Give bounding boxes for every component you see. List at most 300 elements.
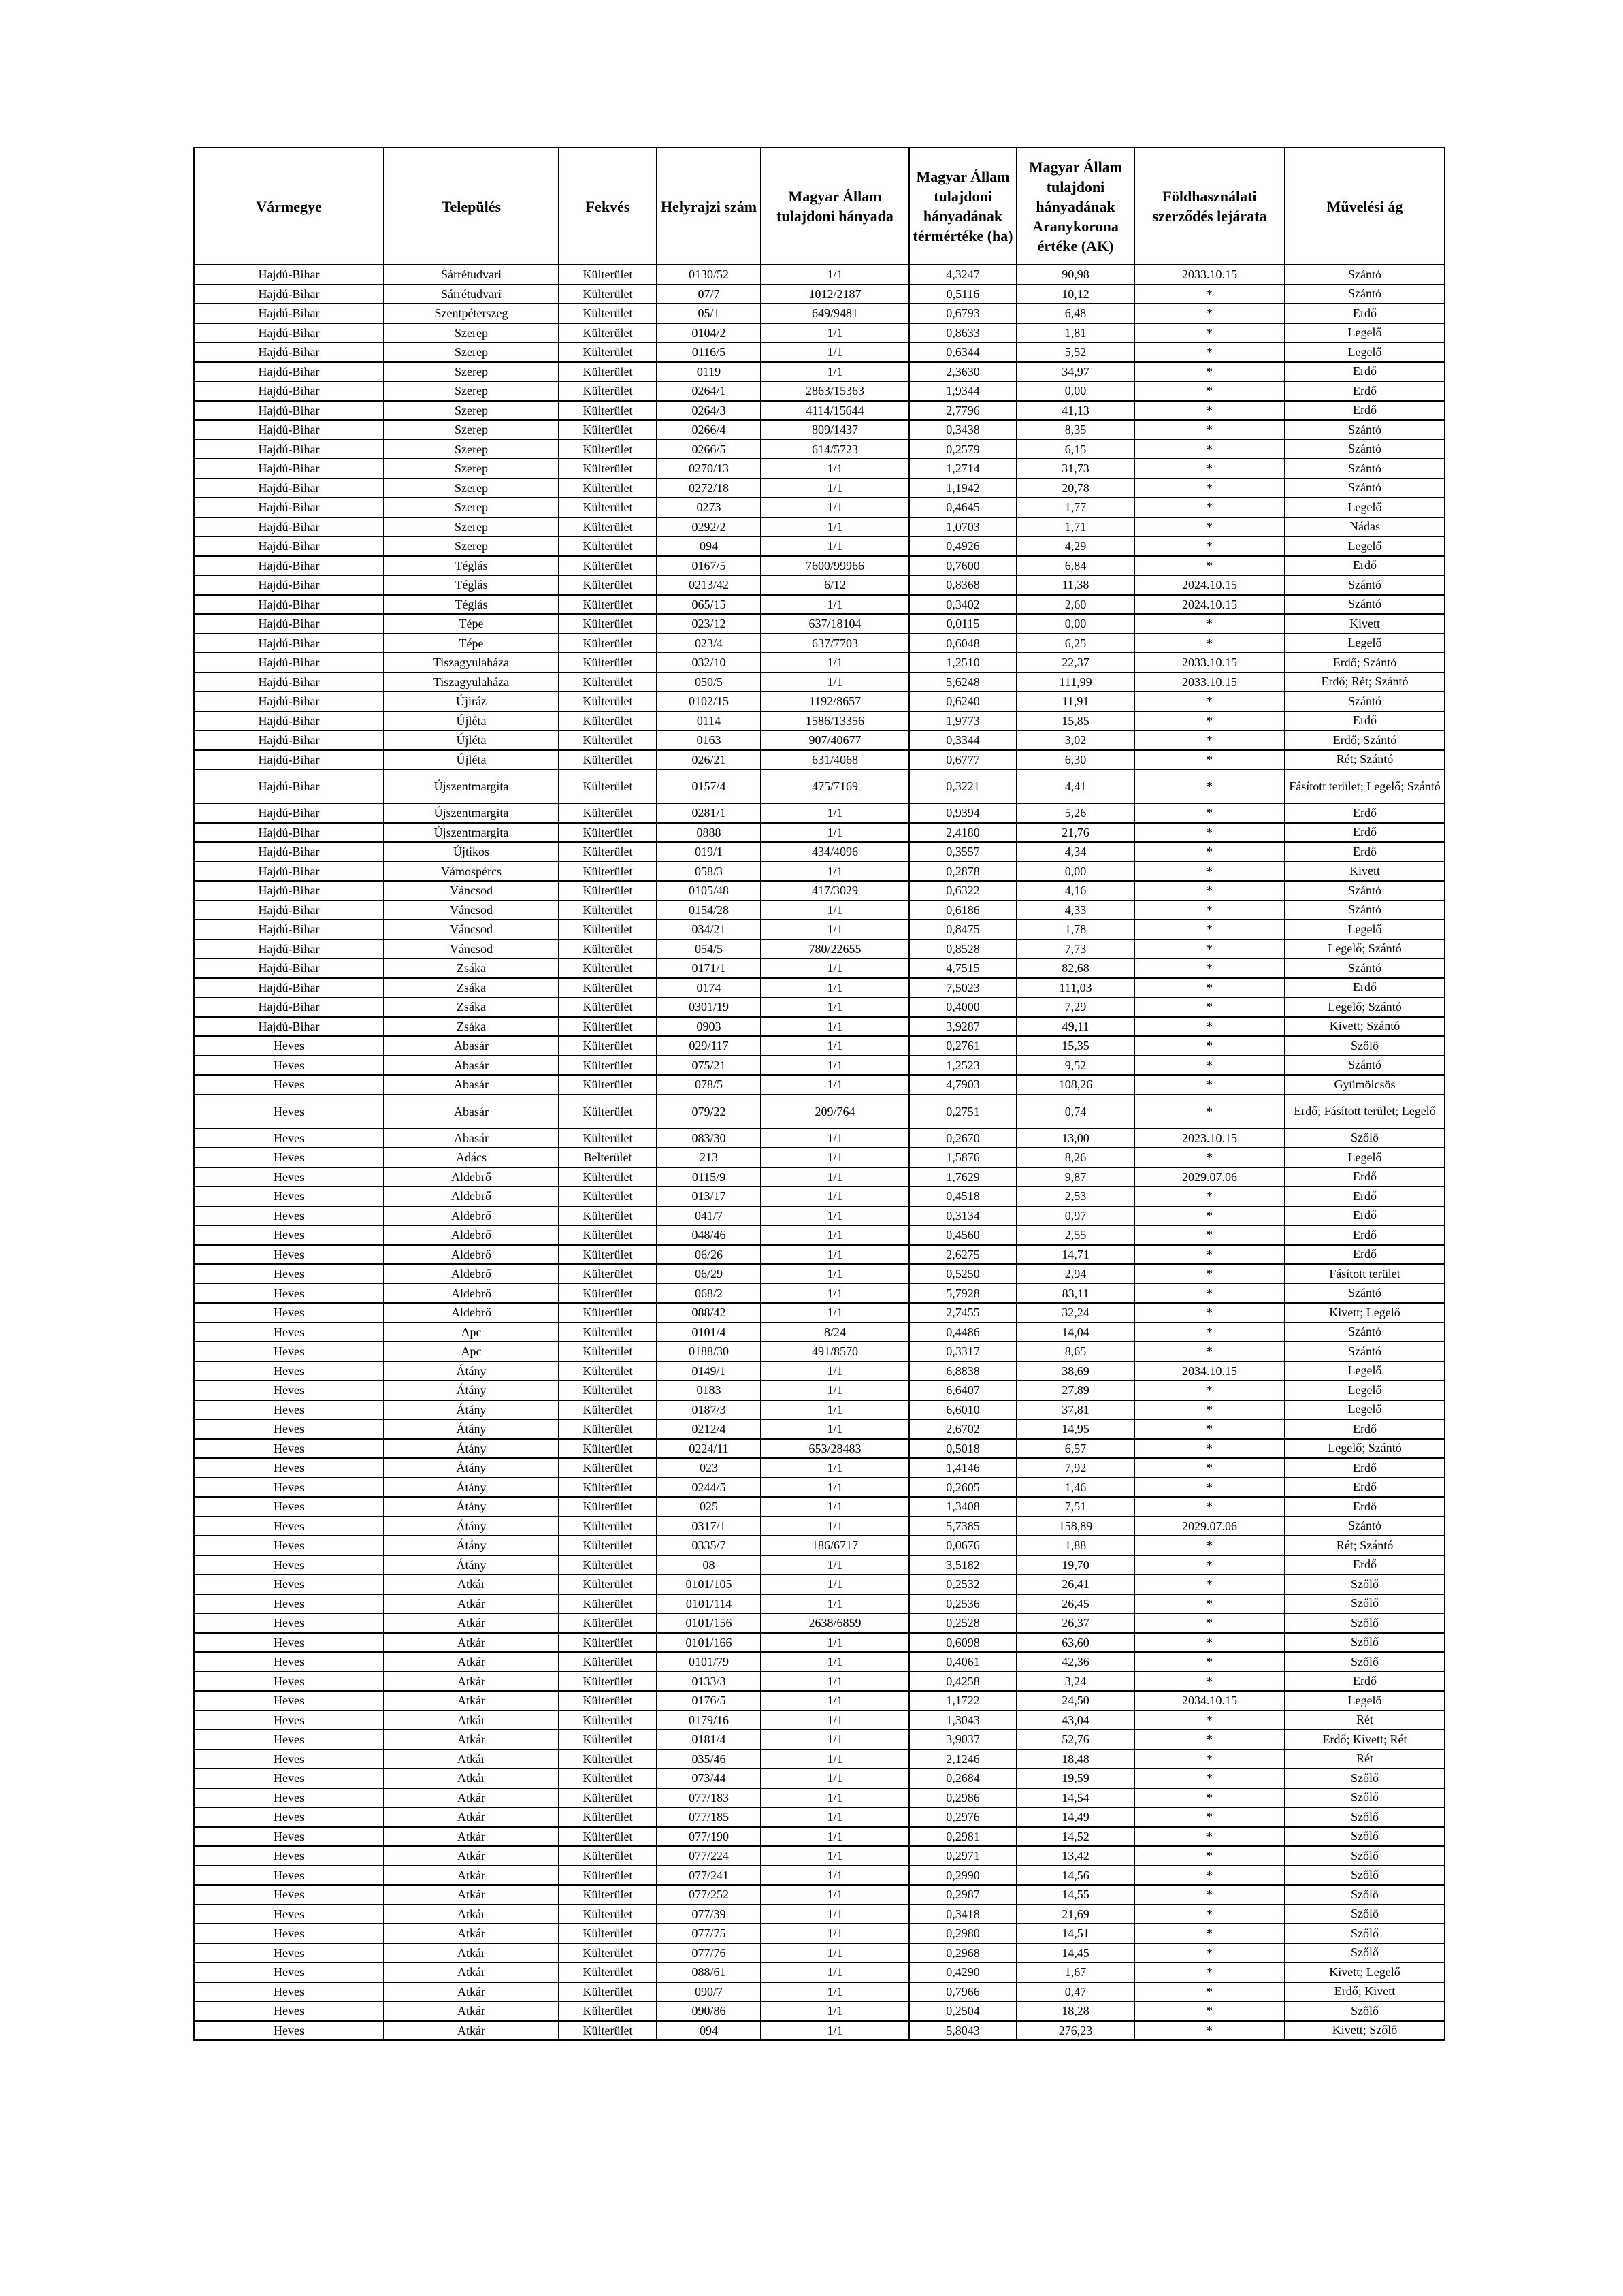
cell-aranykorona: 90,98 xyxy=(1017,265,1134,285)
cell-aranykorona: 11,91 xyxy=(1017,692,1134,711)
table-row xyxy=(194,1245,1445,1265)
cell-varmegye: Heves xyxy=(194,1730,384,1749)
table-row xyxy=(194,459,1445,479)
cell-tulajdoni-hanyad: 1/1 xyxy=(761,1361,909,1381)
cell-tulajdoni-hanyad: 8/24 xyxy=(761,1323,909,1342)
cell-fekves: Külterület xyxy=(559,614,657,634)
cell-fekves: Külterület xyxy=(559,711,657,731)
cell-varmegye: Heves xyxy=(194,1827,384,1847)
cell-helyrajzi-szam: 213 xyxy=(657,1148,761,1167)
cell-telepules: Atkár xyxy=(384,1962,559,1982)
cell-telepules: Átány xyxy=(384,1497,559,1517)
cell-szerzodes-lejarata: * xyxy=(1134,842,1285,862)
cell-varmegye: Heves xyxy=(194,1303,384,1323)
cell-aranykorona: 6,15 xyxy=(1017,440,1134,459)
cell-tulajdoni-hanyad: 1/1 xyxy=(761,1167,909,1187)
cell-tulajdoni-hanyad: 1/1 xyxy=(761,1075,909,1095)
cell-telepules: Átány xyxy=(384,1555,559,1575)
cell-termertek: 0,4926 xyxy=(909,536,1017,556)
cell-termertek: 0,3134 xyxy=(909,1206,1017,1226)
cell-telepules: Újszentmargita xyxy=(384,803,559,823)
cell-termertek: 0,4061 xyxy=(909,1652,1017,1672)
cell-termertek: 4,7903 xyxy=(909,1075,1017,1095)
cell-helyrajzi-szam: 0149/1 xyxy=(657,1361,761,1381)
cell-szerzodes-lejarata: * xyxy=(1134,823,1285,843)
cell-muvelesi-ag: Szőlő xyxy=(1285,1885,1445,1905)
cell-termertek: 2,7455 xyxy=(909,1303,1017,1323)
cell-tulajdoni-hanyad: 653/28483 xyxy=(761,1439,909,1459)
cell-aranykorona: 9,87 xyxy=(1017,1167,1134,1187)
cell-telepules: Atkár xyxy=(384,1943,559,1963)
header-tulajdoni-hanyad: Magyar Állam tulajdoni hányada xyxy=(761,148,909,265)
cell-telepules: Szentpéterszeg xyxy=(384,304,559,323)
cell-fekves: Külterület xyxy=(559,692,657,711)
cell-tulajdoni-hanyad: 1/1 xyxy=(761,1458,909,1478)
cell-telepules: Szerep xyxy=(384,536,559,556)
cell-aranykorona: 0,00 xyxy=(1017,381,1134,401)
cell-telepules: Szerep xyxy=(384,498,559,517)
cell-helyrajzi-szam: 088/42 xyxy=(657,1303,761,1323)
cell-termertek: 1,3408 xyxy=(909,1497,1017,1517)
cell-telepules: Apc xyxy=(384,1342,559,1361)
cell-helyrajzi-szam: 0163 xyxy=(657,730,761,750)
cell-szerzodes-lejarata: * xyxy=(1134,1730,1285,1749)
table-row xyxy=(194,1497,1445,1517)
header-termertek: Magyar Állam tulajdoni hányadának térmértéke (ha) xyxy=(909,148,1017,265)
cell-aranykorona: 15,85 xyxy=(1017,711,1134,731)
cell-telepules: Atkár xyxy=(384,1730,559,1749)
cell-helyrajzi-szam: 08 xyxy=(657,1555,761,1575)
cell-muvelesi-ag: Erdő xyxy=(1285,842,1445,862)
cell-szerzodes-lejarata: * xyxy=(1134,285,1285,304)
cell-varmegye: Heves xyxy=(194,1245,384,1265)
cell-termertek: 0,9394 xyxy=(909,803,1017,823)
cell-szerzodes-lejarata: 2029.07.06 xyxy=(1134,1167,1285,1187)
cell-tulajdoni-hanyad: 1/1 xyxy=(761,459,909,479)
cell-telepules: Atkár xyxy=(384,2021,559,2041)
cell-muvelesi-ag: Erdő xyxy=(1285,1419,1445,1439)
cell-szerzodes-lejarata: 2034.10.15 xyxy=(1134,1361,1285,1381)
cell-termertek: 3,5182 xyxy=(909,1555,1017,1575)
cell-muvelesi-ag: Erdő xyxy=(1285,1497,1445,1517)
cell-szerzodes-lejarata: * xyxy=(1134,440,1285,459)
cell-szerzodes-lejarata: * xyxy=(1134,1148,1285,1167)
cell-termertek: 0,2987 xyxy=(909,1885,1017,1905)
cell-muvelesi-ag: Erdő; Kivett xyxy=(1285,1982,1445,2002)
table-row xyxy=(194,1768,1445,1788)
cell-telepules: Atkár xyxy=(384,1652,559,1672)
cell-termertek: 1,4146 xyxy=(909,1458,1017,1478)
cell-tulajdoni-hanyad: 1/1 xyxy=(761,1905,909,1924)
cell-tulajdoni-hanyad: 1/1 xyxy=(761,1129,909,1148)
header-telepules: Település xyxy=(384,148,559,265)
cell-szerzodes-lejarata: * xyxy=(1134,803,1285,823)
cell-fekves: Külterület xyxy=(559,730,657,750)
cell-fekves: Külterület xyxy=(559,1613,657,1633)
cell-telepules: Atkár xyxy=(384,1672,559,1692)
cell-fekves: Külterület xyxy=(559,1206,657,1226)
cell-fekves: Külterület xyxy=(559,381,657,401)
cell-varmegye: Heves xyxy=(194,1885,384,1905)
cell-muvelesi-ag: Legelő xyxy=(1285,1400,1445,1420)
cell-telepules: Újléta xyxy=(384,711,559,731)
table-row xyxy=(194,1439,1445,1459)
cell-muvelesi-ag: Szántó xyxy=(1285,1323,1445,1342)
table-row xyxy=(194,673,1445,692)
cell-helyrajzi-szam: 077/183 xyxy=(657,1788,761,1808)
table-row xyxy=(194,362,1445,382)
table-row xyxy=(194,1536,1445,1555)
cell-fekves: Külterület xyxy=(559,1036,657,1056)
cell-fekves: Külterület xyxy=(559,634,657,653)
cell-telepules: Újléta xyxy=(384,750,559,770)
cell-helyrajzi-szam: 094 xyxy=(657,2021,761,2041)
cell-telepules: Szerep xyxy=(384,362,559,382)
cell-szerzodes-lejarata: * xyxy=(1134,997,1285,1017)
cell-helyrajzi-szam: 0171/1 xyxy=(657,958,761,978)
cell-muvelesi-ag: Szántó xyxy=(1285,1342,1445,1361)
cell-telepules: Atkár xyxy=(384,1827,559,1847)
cell-szerzodes-lejarata: * xyxy=(1134,304,1285,323)
cell-aranykorona: 4,34 xyxy=(1017,842,1134,862)
cell-fekves: Külterület xyxy=(559,1982,657,2002)
cell-helyrajzi-szam: 079/22 xyxy=(657,1095,761,1129)
cell-fekves: Külterület xyxy=(559,1924,657,1943)
cell-muvelesi-ag: Erdő; Rét; Szántó xyxy=(1285,673,1445,692)
cell-fekves: Külterület xyxy=(559,1167,657,1187)
table-row xyxy=(194,1730,1445,1749)
cell-szerzodes-lejarata: * xyxy=(1134,1284,1285,1304)
cell-tulajdoni-hanyad: 1/1 xyxy=(761,1225,909,1245)
cell-varmegye: Heves xyxy=(194,1095,384,1129)
cell-varmegye: Heves xyxy=(194,1380,384,1400)
cell-aranykorona: 6,30 xyxy=(1017,750,1134,770)
table-row xyxy=(194,1555,1445,1575)
cell-aranykorona: 3,24 xyxy=(1017,1672,1134,1692)
cell-varmegye: Hajdú-Bihar xyxy=(194,381,384,401)
cell-varmegye: Hajdú-Bihar xyxy=(194,1017,384,1037)
cell-szerzodes-lejarata: * xyxy=(1134,1186,1285,1206)
table-row xyxy=(194,1323,1445,1342)
cell-aranykorona: 18,28 xyxy=(1017,2001,1134,2021)
cell-tulajdoni-hanyad: 1/1 xyxy=(761,1749,909,1769)
cell-muvelesi-ag: Szőlő xyxy=(1285,1807,1445,1827)
cell-szerzodes-lejarata: * xyxy=(1134,1017,1285,1037)
cell-fekves: Külterület xyxy=(559,862,657,882)
cell-tulajdoni-hanyad: 1/1 xyxy=(761,1730,909,1749)
cell-szerzodes-lejarata: 2033.10.15 xyxy=(1134,265,1285,285)
cell-fekves: Külterület xyxy=(559,1866,657,1886)
cell-szerzodes-lejarata: * xyxy=(1134,1711,1285,1730)
cell-termertek: 0,3418 xyxy=(909,1905,1017,1924)
cell-helyrajzi-szam: 0281/1 xyxy=(657,803,761,823)
cell-helyrajzi-szam: 0188/30 xyxy=(657,1342,761,1361)
cell-szerzodes-lejarata: * xyxy=(1134,1555,1285,1575)
cell-helyrajzi-szam: 0119 xyxy=(657,362,761,382)
cell-tulajdoni-hanyad: 1/1 xyxy=(761,1380,909,1400)
cell-telepules: Újiráz xyxy=(384,692,559,711)
cell-helyrajzi-szam: 090/86 xyxy=(657,2001,761,2021)
cell-tulajdoni-hanyad: 907/40677 xyxy=(761,730,909,750)
cell-varmegye: Hajdú-Bihar xyxy=(194,595,384,615)
cell-helyrajzi-szam: 0266/5 xyxy=(657,440,761,459)
cell-szerzodes-lejarata: * xyxy=(1134,1982,1285,2002)
cell-varmegye: Heves xyxy=(194,1323,384,1342)
cell-szerzodes-lejarata: * xyxy=(1134,517,1285,537)
cell-szerzodes-lejarata: * xyxy=(1134,498,1285,517)
cell-varmegye: Heves xyxy=(194,1342,384,1361)
cell-helyrajzi-szam: 06/26 xyxy=(657,1245,761,1265)
cell-telepules: Vámospércs xyxy=(384,862,559,882)
table-row xyxy=(194,1594,1445,1614)
cell-termertek: 1,2714 xyxy=(909,459,1017,479)
cell-muvelesi-ag: Szőlő xyxy=(1285,1846,1445,1866)
cell-muvelesi-ag: Fásított terület xyxy=(1285,1264,1445,1284)
cell-aranykorona: 34,97 xyxy=(1017,362,1134,382)
cell-aranykorona: 0,00 xyxy=(1017,614,1134,634)
cell-tulajdoni-hanyad: 1/1 xyxy=(761,1017,909,1037)
table-row xyxy=(194,1458,1445,1478)
cell-helyrajzi-szam: 034/21 xyxy=(657,920,761,939)
cell-fekves: Külterület xyxy=(559,1264,657,1284)
cell-termertek: 0,2528 xyxy=(909,1613,1017,1633)
cell-muvelesi-ag: Erdő xyxy=(1285,711,1445,731)
table-row xyxy=(194,939,1445,959)
cell-telepules: Atkár xyxy=(384,1768,559,1788)
cell-muvelesi-ag: Legelő xyxy=(1285,323,1445,343)
cell-muvelesi-ag: Legelő xyxy=(1285,1361,1445,1381)
cell-aranykorona: 6,48 xyxy=(1017,304,1134,323)
cell-telepules: Abasár xyxy=(384,1095,559,1129)
table-row xyxy=(194,1419,1445,1439)
cell-szerzodes-lejarata: * xyxy=(1134,1419,1285,1439)
cell-aranykorona: 14,51 xyxy=(1017,1924,1134,1943)
cell-szerzodes-lejarata: 2024.10.15 xyxy=(1134,575,1285,595)
cell-termertek: 0,4518 xyxy=(909,1186,1017,1206)
cell-aranykorona: 14,55 xyxy=(1017,1885,1134,1905)
cell-varmegye: Heves xyxy=(194,1749,384,1769)
table-row xyxy=(194,730,1445,750)
cell-fekves: Külterület xyxy=(559,1017,657,1037)
cell-muvelesi-ag: Erdő xyxy=(1285,1206,1445,1226)
cell-tulajdoni-hanyad: 491/8570 xyxy=(761,1342,909,1361)
cell-termertek: 0,2761 xyxy=(909,1036,1017,1056)
cell-varmegye: Heves xyxy=(194,1982,384,2002)
cell-termertek: 0,2981 xyxy=(909,1827,1017,1847)
cell-aranykorona: 14,95 xyxy=(1017,1419,1134,1439)
cell-telepules: Szerep xyxy=(384,440,559,459)
cell-tulajdoni-hanyad: 1012/2187 xyxy=(761,285,909,304)
cell-aranykorona: 1,67 xyxy=(1017,1962,1134,1982)
cell-telepules: Újszentmargita xyxy=(384,769,559,803)
cell-varmegye: Heves xyxy=(194,1905,384,1924)
cell-aranykorona: 14,45 xyxy=(1017,1943,1134,1963)
cell-aranykorona: 2,60 xyxy=(1017,595,1134,615)
cell-varmegye: Heves xyxy=(194,1768,384,1788)
cell-szerzodes-lejarata: * xyxy=(1134,1749,1285,1769)
cell-varmegye: Heves xyxy=(194,1036,384,1056)
cell-telepules: Szerep xyxy=(384,459,559,479)
cell-varmegye: Hajdú-Bihar xyxy=(194,265,384,285)
header-szerzodes-lejarata: Földhasználati szerződés lejárata xyxy=(1134,148,1285,265)
cell-muvelesi-ag: Legelő; Szántó xyxy=(1285,939,1445,959)
cell-aranykorona: 111,99 xyxy=(1017,673,1134,692)
cell-varmegye: Hajdú-Bihar xyxy=(194,901,384,920)
cell-telepules: Aldebrő xyxy=(384,1303,559,1323)
cell-aranykorona: 14,49 xyxy=(1017,1807,1134,1827)
cell-szerzodes-lejarata: 2034.10.15 xyxy=(1134,1691,1285,1711)
table-row xyxy=(194,381,1445,401)
cell-fekves: Külterület xyxy=(559,285,657,304)
cell-varmegye: Heves xyxy=(194,1594,384,1614)
cell-szerzodes-lejarata: * xyxy=(1134,958,1285,978)
cell-aranykorona: 1,78 xyxy=(1017,920,1134,939)
cell-termertek: 0,0676 xyxy=(909,1536,1017,1555)
cell-helyrajzi-szam: 05/1 xyxy=(657,304,761,323)
cell-telepules: Sárrétudvari xyxy=(384,265,559,285)
cell-muvelesi-ag: Szőlő xyxy=(1285,1652,1445,1672)
cell-fekves: Külterület xyxy=(559,803,657,823)
cell-telepules: Átány xyxy=(384,1380,559,1400)
cell-telepules: Aldebrő xyxy=(384,1186,559,1206)
table-body xyxy=(194,265,1445,2040)
cell-szerzodes-lejarata: * xyxy=(1134,634,1285,653)
cell-aranykorona: 43,04 xyxy=(1017,1711,1134,1730)
cell-aranykorona: 26,37 xyxy=(1017,1613,1134,1633)
cell-muvelesi-ag: Szőlő xyxy=(1285,1036,1445,1056)
cell-szerzodes-lejarata: * xyxy=(1134,1400,1285,1420)
cell-aranykorona: 63,60 xyxy=(1017,1633,1134,1653)
cell-szerzodes-lejarata: * xyxy=(1134,1206,1285,1226)
cell-muvelesi-ag: Szőlő xyxy=(1285,1613,1445,1633)
cell-aranykorona: 18,48 xyxy=(1017,1749,1134,1769)
cell-helyrajzi-szam: 029/117 xyxy=(657,1036,761,1056)
cell-varmegye: Hajdú-Bihar xyxy=(194,997,384,1017)
cell-helyrajzi-szam: 073/44 xyxy=(657,1768,761,1788)
cell-tulajdoni-hanyad: 1/1 xyxy=(761,2001,909,2021)
cell-tulajdoni-hanyad: 1/1 xyxy=(761,1846,909,1866)
cell-termertek: 0,6793 xyxy=(909,304,1017,323)
table-row xyxy=(194,1788,1445,1808)
cell-fekves: Külterület xyxy=(559,1672,657,1692)
cell-varmegye: Heves xyxy=(194,1536,384,1555)
cell-termertek: 0,3317 xyxy=(909,1342,1017,1361)
cell-szerzodes-lejarata: * xyxy=(1134,692,1285,711)
table-row xyxy=(194,711,1445,731)
cell-aranykorona: 11,38 xyxy=(1017,575,1134,595)
cell-helyrajzi-szam: 026/21 xyxy=(657,750,761,770)
cell-fekves: Külterület xyxy=(559,1478,657,1498)
cell-helyrajzi-szam: 050/5 xyxy=(657,673,761,692)
cell-szerzodes-lejarata: * xyxy=(1134,381,1285,401)
cell-tulajdoni-hanyad: 1/1 xyxy=(761,1594,909,1614)
cell-helyrajzi-szam: 0270/13 xyxy=(657,459,761,479)
table-row xyxy=(194,978,1445,998)
cell-telepules: Atkár xyxy=(384,1711,559,1730)
cell-szerzodes-lejarata: * xyxy=(1134,1846,1285,1866)
cell-termertek: 1,1722 xyxy=(909,1691,1017,1711)
cell-telepules: Aldebrő xyxy=(384,1225,559,1245)
cell-termertek: 0,4486 xyxy=(909,1323,1017,1342)
table-row xyxy=(194,2001,1445,2021)
cell-varmegye: Hajdú-Bihar xyxy=(194,285,384,304)
table-row xyxy=(194,575,1445,595)
cell-fekves: Külterület xyxy=(559,1517,657,1536)
cell-termertek: 0,2579 xyxy=(909,440,1017,459)
cell-szerzodes-lejarata: * xyxy=(1134,730,1285,750)
cell-muvelesi-ag: Szőlő xyxy=(1285,1768,1445,1788)
cell-fekves: Külterület xyxy=(559,1749,657,1769)
table-row xyxy=(194,614,1445,634)
cell-helyrajzi-szam: 0101/79 xyxy=(657,1652,761,1672)
cell-tulajdoni-hanyad: 7600/99966 xyxy=(761,556,909,576)
cell-szerzodes-lejarata: * xyxy=(1134,401,1285,421)
cell-fekves: Külterület xyxy=(559,459,657,479)
cell-varmegye: Hajdú-Bihar xyxy=(194,939,384,959)
cell-termertek: 0,7600 xyxy=(909,556,1017,576)
cell-fekves: Külterület xyxy=(559,750,657,770)
cell-telepules: Abasár xyxy=(384,1075,559,1095)
cell-szerzodes-lejarata: * xyxy=(1134,1905,1285,1924)
cell-aranykorona: 49,11 xyxy=(1017,1017,1134,1037)
cell-aranykorona: 7,29 xyxy=(1017,997,1134,1017)
table-row xyxy=(194,1943,1445,1963)
cell-termertek: 0,2971 xyxy=(909,1846,1017,1866)
table-row xyxy=(194,1962,1445,1982)
cell-fekves: Külterület xyxy=(559,420,657,440)
cell-muvelesi-ag: Kivett xyxy=(1285,862,1445,882)
cell-varmegye: Hajdú-Bihar xyxy=(194,730,384,750)
cell-aranykorona: 10,12 xyxy=(1017,285,1134,304)
cell-telepules: Téglás xyxy=(384,556,559,576)
cell-muvelesi-ag: Erdő xyxy=(1285,304,1445,323)
cell-varmegye: Hajdú-Bihar xyxy=(194,803,384,823)
cell-aranykorona: 6,84 xyxy=(1017,556,1134,576)
cell-varmegye: Hajdú-Bihar xyxy=(194,842,384,862)
cell-telepules: Atkár xyxy=(384,1846,559,1866)
cell-muvelesi-ag: Legelő xyxy=(1285,342,1445,362)
cell-varmegye: Heves xyxy=(194,1866,384,1886)
cell-termertek: 0,2536 xyxy=(909,1594,1017,1614)
cell-szerzodes-lejarata: * xyxy=(1134,1342,1285,1361)
cell-telepules: Aldebrő xyxy=(384,1245,559,1265)
cell-fekves: Külterület xyxy=(559,342,657,362)
cell-termertek: 6,8838 xyxy=(909,1361,1017,1381)
cell-szerzodes-lejarata: 2024.10.15 xyxy=(1134,595,1285,615)
cell-varmegye: Heves xyxy=(194,2021,384,2041)
table-row xyxy=(194,1400,1445,1420)
cell-telepules: Atkár xyxy=(384,1749,559,1769)
cell-termertek: 0,6344 xyxy=(909,342,1017,362)
cell-telepules: Szerep xyxy=(384,517,559,537)
cell-muvelesi-ag: Legelő xyxy=(1285,634,1445,653)
cell-szerzodes-lejarata: * xyxy=(1134,1652,1285,1672)
table-row xyxy=(194,1264,1445,1284)
cell-helyrajzi-szam: 0213/42 xyxy=(657,575,761,595)
cell-muvelesi-ag: Gyümölcsös xyxy=(1285,1075,1445,1095)
cell-szerzodes-lejarata: * xyxy=(1134,1962,1285,1982)
cell-tulajdoni-hanyad: 209/764 xyxy=(761,1095,909,1129)
cell-telepules: Atkár xyxy=(384,1924,559,1943)
cell-helyrajzi-szam: 023/12 xyxy=(657,614,761,634)
cell-telepules: Adács xyxy=(384,1148,559,1167)
cell-fekves: Külterület xyxy=(559,1497,657,1517)
cell-aranykorona: 4,33 xyxy=(1017,901,1134,920)
cell-muvelesi-ag: Rét xyxy=(1285,1749,1445,1769)
cell-helyrajzi-szam: 0224/11 xyxy=(657,1439,761,1459)
cell-helyrajzi-szam: 077/75 xyxy=(657,1924,761,1943)
cell-szerzodes-lejarata: * xyxy=(1134,1788,1285,1808)
